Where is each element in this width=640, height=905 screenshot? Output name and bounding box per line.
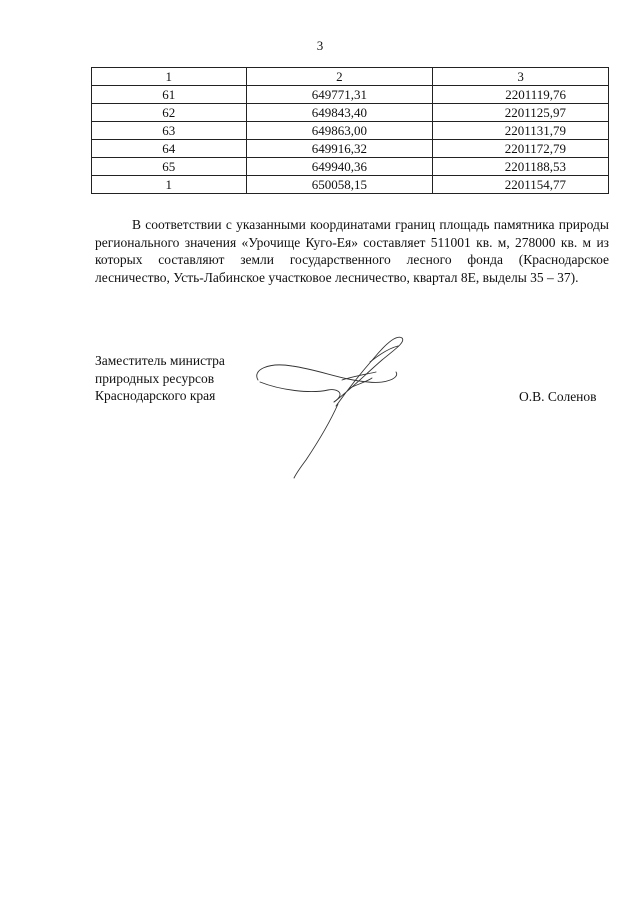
signer-position-line: природных ресурсов [95, 370, 215, 386]
x-coordinate-cell: 649863,00 [246, 122, 433, 140]
table-row [92, 140, 609, 158]
x-coordinate-cell: 649916,32 [246, 140, 433, 158]
table-row [92, 158, 609, 176]
signer-position [95, 352, 225, 405]
y-coordinate-cell: 2201188,53 [433, 158, 609, 176]
table-row [92, 86, 609, 104]
y-coordinate-cell: 2201172,79 [433, 140, 609, 158]
table-header-cell: 1 [92, 68, 247, 86]
point-number-cell: 62 [92, 104, 247, 122]
handwritten-signature [250, 332, 430, 482]
point-number-cell: 61 [92, 86, 247, 104]
table-row [92, 104, 609, 122]
x-coordinate-cell: 649771,31 [246, 86, 433, 104]
y-coordinate-cell: 2201154,77 [433, 176, 609, 194]
y-coordinate-cell: 2201131,79 [433, 122, 609, 140]
y-coordinate-cell: 2201125,97 [433, 104, 609, 122]
area-description-paragraph: В соответствии с указанными координатами границ площадь памятника природы регионального значения «Урочище Куго-Ея» составляет 511001 кв. м, 278000 кв. м из которых составляют земли государственного лесного фонда (Краснодарское лесничество, Усть-Лабинское участковое лесничество, квартал 8Е, выделы 35 – 37). [95, 217, 609, 285]
table-row [92, 176, 609, 194]
table-header-cell: 3 [433, 68, 609, 86]
table-header-row [92, 68, 609, 86]
y-coordinate-cell: 2201119,76 [433, 86, 609, 104]
point-number-cell: 1 [92, 176, 247, 194]
signer-position-line: Заместитель министра [95, 353, 225, 368]
point-number-cell: 63 [92, 122, 247, 140]
coordinates-table [91, 67, 609, 194]
x-coordinate-cell: 650058,15 [246, 176, 433, 194]
point-number-cell: 65 [92, 158, 247, 176]
page-number: 3 [316, 38, 324, 53]
x-coordinate-cell: 649940,36 [246, 158, 433, 176]
table-row [92, 122, 609, 140]
signer-name: О.В. Соленов [519, 389, 597, 404]
x-coordinate-cell: 649843,40 [246, 104, 433, 122]
table-header-cell: 2 [246, 68, 433, 86]
point-number-cell: 64 [92, 140, 247, 158]
signer-position-line: Краснодарского края [95, 388, 216, 403]
